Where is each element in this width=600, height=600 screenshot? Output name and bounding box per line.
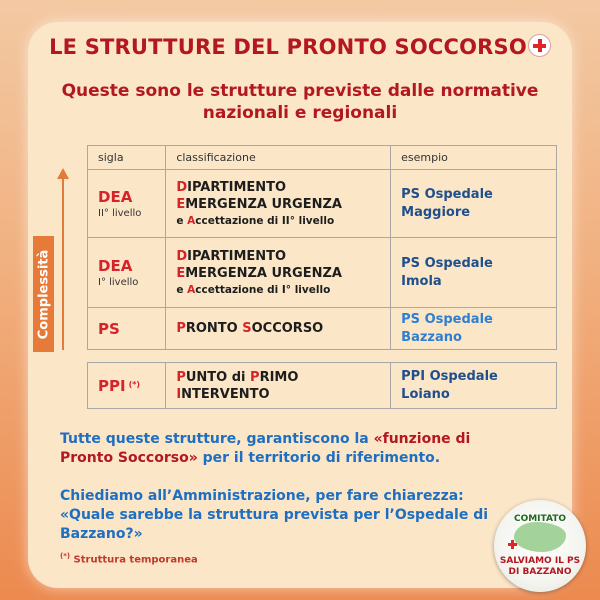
example-line-2: Bazzano (401, 329, 462, 345)
logo-bottom-text: SALVIAMO IL PS DI BAZZANO (499, 556, 581, 577)
subtitle-line-2: nazionali e regionali (202, 103, 398, 123)
structures-table (87, 145, 557, 350)
livello: II° livello (98, 207, 142, 219)
class-line-1: PUNTO di PRIMO (176, 369, 299, 385)
livello: I° livello (98, 276, 139, 288)
table-header-row (88, 146, 557, 170)
table-row (88, 238, 557, 308)
ppi-table (87, 362, 557, 409)
map-icon (514, 522, 566, 552)
example-cell (391, 170, 557, 238)
example-line-2: Loiano (401, 386, 450, 402)
sigla: DEA (98, 256, 133, 275)
sigla: PPI (98, 377, 126, 395)
sigla-note-mark: (*) (128, 380, 141, 389)
classification-cell (166, 238, 391, 308)
committee-logo (494, 500, 586, 592)
question-paragraph: Chiediamo all’Amministrazione, per fare chiarezza: «Quale sarebbe la struttura prevista per l’Ospedale di Bazzano?» (60, 488, 489, 542)
example-line-1: PPI Ospedale (401, 368, 498, 384)
classification-cell (166, 363, 391, 409)
class-line-1: DIPARTIMENTO (176, 179, 287, 195)
example-cell (391, 363, 557, 409)
sigla-cell (88, 308, 166, 350)
example-cell (391, 238, 557, 308)
class-line-1: PRONTO SOCCORSO (176, 321, 324, 336)
class-line-2: EMERGENZA URGENZA (176, 265, 342, 281)
table-row (88, 308, 557, 350)
footnote: (*) Struttura temporanea (60, 552, 198, 566)
header-classificazione: classificazione (166, 146, 391, 170)
example-line-1: PS Ospedale (401, 311, 493, 327)
complexity-arrow (62, 178, 64, 350)
classification-cell (166, 170, 391, 238)
example-cell (391, 308, 557, 350)
class-line-2: INTERVENTO (176, 386, 270, 402)
classification-cell (166, 308, 391, 350)
example-line-2: Imola (401, 273, 442, 289)
class-line-3: e Accettazione di II° livello (176, 214, 335, 227)
example-line-1: PS Ospedale (401, 255, 493, 271)
table-row (88, 170, 557, 238)
subtitle (60, 80, 540, 124)
example-line-2: Maggiore (401, 204, 471, 220)
sigla: PS (98, 319, 120, 338)
sigla: DEA (98, 187, 133, 206)
class-line-2: EMERGENZA URGENZA (176, 196, 342, 212)
header-sigla: sigla (88, 146, 166, 170)
red-cross-icon (508, 540, 517, 549)
complexity-label: Complessità (36, 249, 52, 339)
example-line-1: PS Ospedale (401, 186, 493, 202)
title-text: LE STRUTTURE DEL PRONTO SOCCORSO (49, 35, 527, 59)
sigla-cell (88, 170, 166, 238)
guarantee-paragraph: Tutte queste strutture, garantiscono la «funzione di Pronto Soccorso» per il territorio di riferimento. (60, 431, 471, 466)
class-line-3: e Accettazione di I° livello (176, 283, 331, 296)
logo-top-text: COMITATO (513, 514, 567, 524)
header-esempio: esempio (391, 146, 557, 170)
sigla-cell (88, 363, 166, 409)
complexity-label-box (33, 236, 54, 352)
sigla-cell (88, 238, 166, 308)
table-row (88, 363, 557, 409)
page-title (0, 34, 600, 59)
red-cross-icon (528, 34, 551, 57)
subtitle-line-1: Queste sono le strutture previste dalle normative (61, 81, 539, 101)
class-line-1: DIPARTIMENTO (176, 248, 287, 264)
